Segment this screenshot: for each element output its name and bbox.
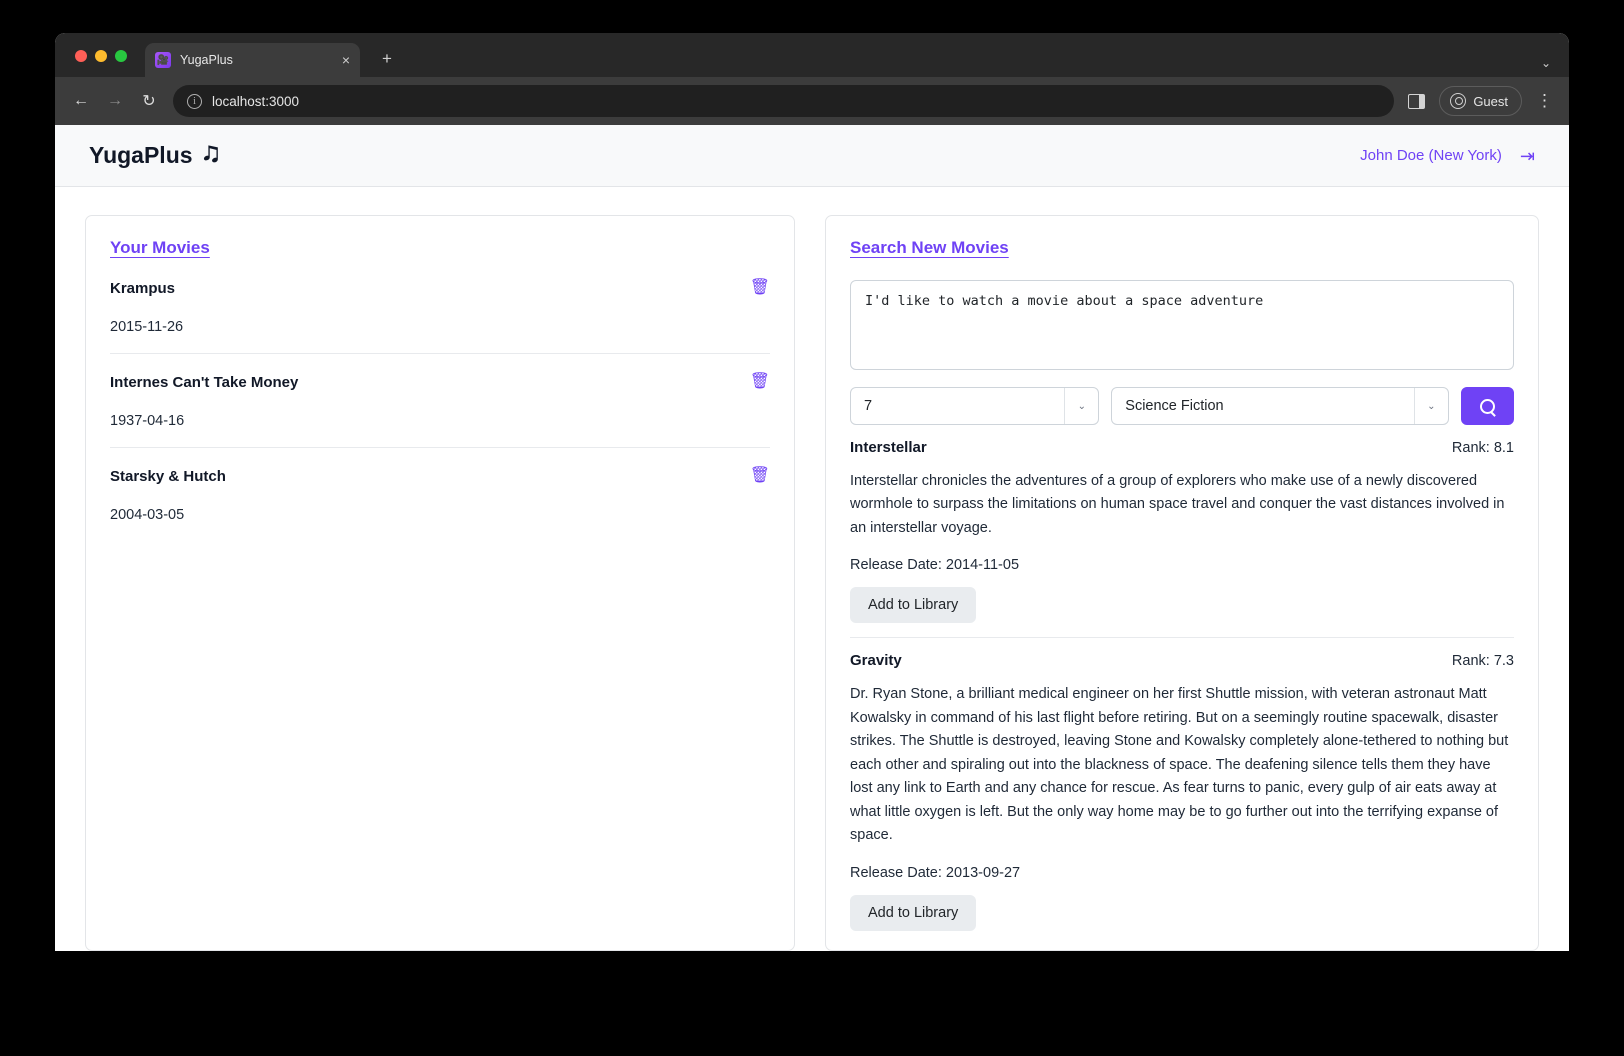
- result-count-select[interactable]: [850, 387, 1099, 425]
- result-title: Gravity: [850, 652, 902, 670]
- list-item: [110, 280, 770, 354]
- add-to-library-button[interactable]: Add to Library: [850, 587, 976, 623]
- chevron-down-icon[interactable]: ⌄: [1540, 56, 1551, 70]
- window-traffic-lights[interactable]: [75, 50, 127, 62]
- maximize-window-button[interactable]: [115, 50, 127, 62]
- search-controls: [850, 387, 1514, 425]
- browser-tabstrip: [55, 33, 1569, 77]
- main-content: [55, 187, 1569, 951]
- minimize-window-button[interactable]: [95, 50, 107, 62]
- profile-label: Guest: [1473, 93, 1508, 109]
- browser-toolbar: [55, 77, 1569, 125]
- your-movies-panel: [85, 215, 795, 951]
- trash-icon[interactable]: 🗑: [749, 467, 770, 484]
- result-overview: Interstellar chronicles the adventures of a group of explorers who make use of a newly discovered wormhole to surpass the limitations on human space travel and conquer the vast distances involved in an interstellar voyage.: [850, 473, 1505, 536]
- side-panel-icon[interactable]: [1408, 94, 1425, 109]
- movie-title: Krampus: [110, 280, 176, 297]
- forward-icon[interactable]: →: [107, 92, 123, 109]
- search-result-item: [850, 425, 1514, 623]
- brand-title: YugaPlus: [89, 142, 193, 168]
- list-item: [110, 468, 770, 541]
- result-overview: Dr. Ryan Stone, a brilliant medical engineer on her first Shuttle mission, with veteran astronaut Matt Kowalsky in command of his last flight before retiring. But on a seemingly routine spacewalk, disaster strikes. The Shuttle is destroyed, leaving Stone and Kowalsky completely alone-tethered to nothing but each other and spiraling out into the blackness of space. The deafening silence tells them they have lost any link to Earth and any chance for rescue. As fear turns to panic, every gulp of air eats away at what little oxygen is left. But the only way home may be to go further out into the terrifying expanse of space.: [850, 686, 1509, 844]
- movie-date: 1937-04-16: [110, 413, 185, 429]
- browser-menu-icon[interactable]: ⋮: [1536, 91, 1553, 110]
- result-release-date: Release Date: 2013-09-27: [850, 864, 1021, 881]
- chevron-down-icon[interactable]: ⌄: [1064, 388, 1098, 424]
- movie-camera-icon: 🎝: [203, 143, 219, 167]
- result-title: Interstellar: [850, 439, 927, 456]
- browser-tab[interactable]: [145, 43, 360, 77]
- list-item: [110, 374, 770, 448]
- search-new-movies-title[interactable]: Search New Movies: [850, 238, 1009, 257]
- tab-title: YugaPlus: [180, 53, 233, 67]
- close-icon[interactable]: ×: [341, 52, 350, 68]
- logout-icon[interactable]: ⇥: [1519, 145, 1535, 166]
- site-info-icon[interactable]: i: [187, 94, 202, 109]
- genre-value: Science Fiction: [1125, 398, 1224, 414]
- browser-window: [55, 33, 1569, 951]
- avatar-icon: [1450, 93, 1466, 109]
- movie-date: 2015-11-26: [110, 319, 184, 335]
- genre-select[interactable]: [1111, 387, 1449, 425]
- new-tab-button[interactable]: +: [382, 49, 392, 68]
- add-to-library-button[interactable]: Add to Library: [850, 895, 976, 931]
- search-input[interactable]: [850, 280, 1514, 370]
- search-result-item: [850, 637, 1514, 930]
- result-rank: Rank: 8.1: [1451, 440, 1514, 456]
- reload-icon[interactable]: ↻: [142, 93, 156, 110]
- search-icon: [1480, 399, 1495, 414]
- trash-icon[interactable]: 🗑: [749, 279, 770, 296]
- address-bar[interactable]: [173, 85, 1394, 117]
- movie-date: 2004-03-05: [110, 507, 185, 523]
- trash-icon[interactable]: 🗑: [749, 373, 770, 390]
- page-content: [55, 125, 1569, 951]
- film-icon: 🎥: [155, 52, 171, 68]
- back-icon[interactable]: ←: [73, 92, 89, 109]
- result-count-value: 7: [864, 398, 873, 414]
- chevron-down-icon[interactable]: ⌄: [1414, 388, 1448, 424]
- search-button[interactable]: [1461, 387, 1514, 425]
- movie-title: Internes Can't Take Money: [110, 374, 299, 391]
- profile-button[interactable]: [1439, 86, 1522, 116]
- search-panel: [825, 215, 1539, 951]
- close-window-button[interactable]: [75, 50, 87, 62]
- movie-title: Starsky & Hutch: [110, 468, 226, 485]
- current-user-link[interactable]: John Doe (New York): [1360, 147, 1502, 164]
- your-movies-title[interactable]: Your Movies: [110, 238, 210, 257]
- app-logo[interactable]: [89, 142, 219, 169]
- result-release-date: Release Date: 2014-11-05: [850, 557, 1020, 574]
- address-bar-url: localhost:3000: [212, 93, 300, 109]
- result-rank: Rank: 7.3: [1451, 653, 1514, 670]
- app-header: [55, 125, 1569, 187]
